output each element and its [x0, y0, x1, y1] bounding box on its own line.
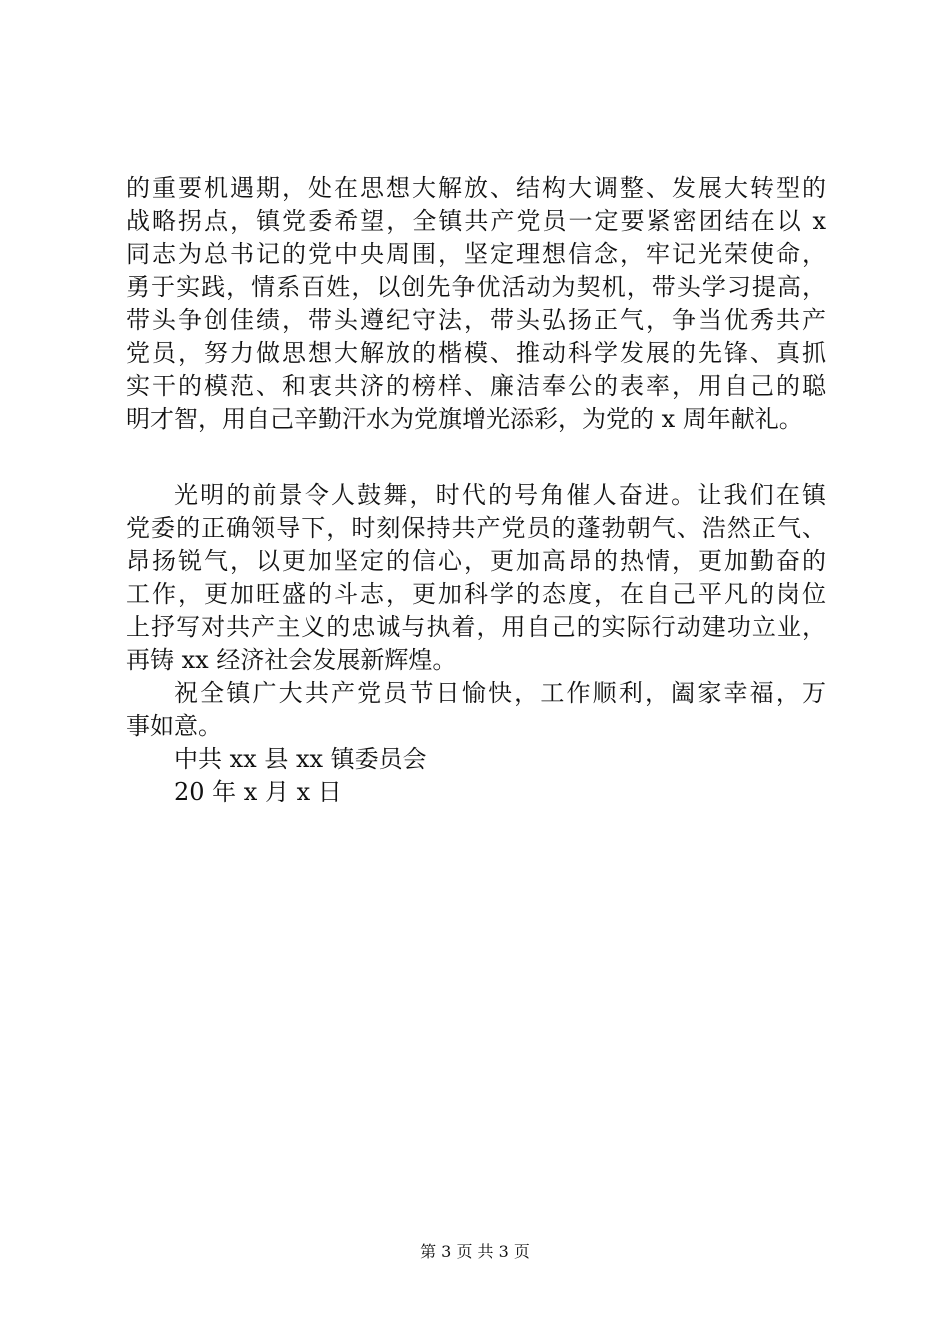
page-number: 第 3 页 共 3 页 — [420, 1242, 530, 1261]
text-line: 昂扬锐气，以更加坚定的信心，更加高昂的热情，更加勤奋的 — [126, 547, 826, 575]
text-line: 同志为总书记的党中央周围，坚定理想信念，牢记光荣使命， — [126, 240, 826, 268]
text-line: 党员，努力做思想大解放的楷模、推动科学发展的先锋、真抓 — [126, 339, 826, 367]
text-line: 实干的模范、和衷共济的榜样、廉洁奉公的表率，用自己的聪 — [126, 372, 826, 400]
text-line: 勇于实践，情系百姓，以创先争优活动为契机，带头学习提高， — [126, 273, 826, 301]
paragraph-1 — [126, 172, 826, 436]
document-body — [126, 172, 826, 809]
text-line: 事如意。 — [126, 712, 222, 740]
paragraph-2 — [126, 479, 826, 677]
text-line: 带头争创佳绩，带头遵纪守法，带头弘扬正气，争当优秀共产 — [126, 306, 826, 334]
text-line: 祝全镇广大共产党员节日愉快，工作顺利，阖家幸福，万 — [174, 679, 826, 707]
signature-date: 20 年 x 月 x 日 — [174, 778, 342, 806]
text-line: 上抒写对共产主义的忠诚与执着，用自己的实际行动建功立业， — [126, 613, 826, 641]
paragraph-3 — [126, 677, 826, 743]
signature: 中共 xx 县 xx 镇委员会 — [174, 745, 427, 773]
text-line: 党委的正确领导下，时刻保持共产党员的蓬勃朝气、浩然正气、 — [126, 514, 826, 542]
text-line: 光明的前景令人鼓舞，时代的号角催人奋进。让我们在镇 — [174, 481, 826, 509]
paragraph-spacer — [126, 436, 826, 479]
text-line: 明才智，用自己辛勤汗水为党旗增光添彩，为党的 x 周年献礼。 — [126, 405, 803, 433]
text-line: 工作，更加旺盛的斗志，更加科学的态度，在自己平凡的岗位 — [126, 580, 826, 608]
text-line: 的重要机遇期，处在思想大解放、结构大调整、发展大转型的 — [126, 174, 826, 202]
text-line: 战略拐点，镇党委希望，全镇共产党员一定要紧密团结在以 x — [126, 207, 826, 235]
page-footer — [0, 1242, 950, 1262]
text-line: 再铸 xx 经济社会发展新辉煌。 — [126, 646, 457, 674]
